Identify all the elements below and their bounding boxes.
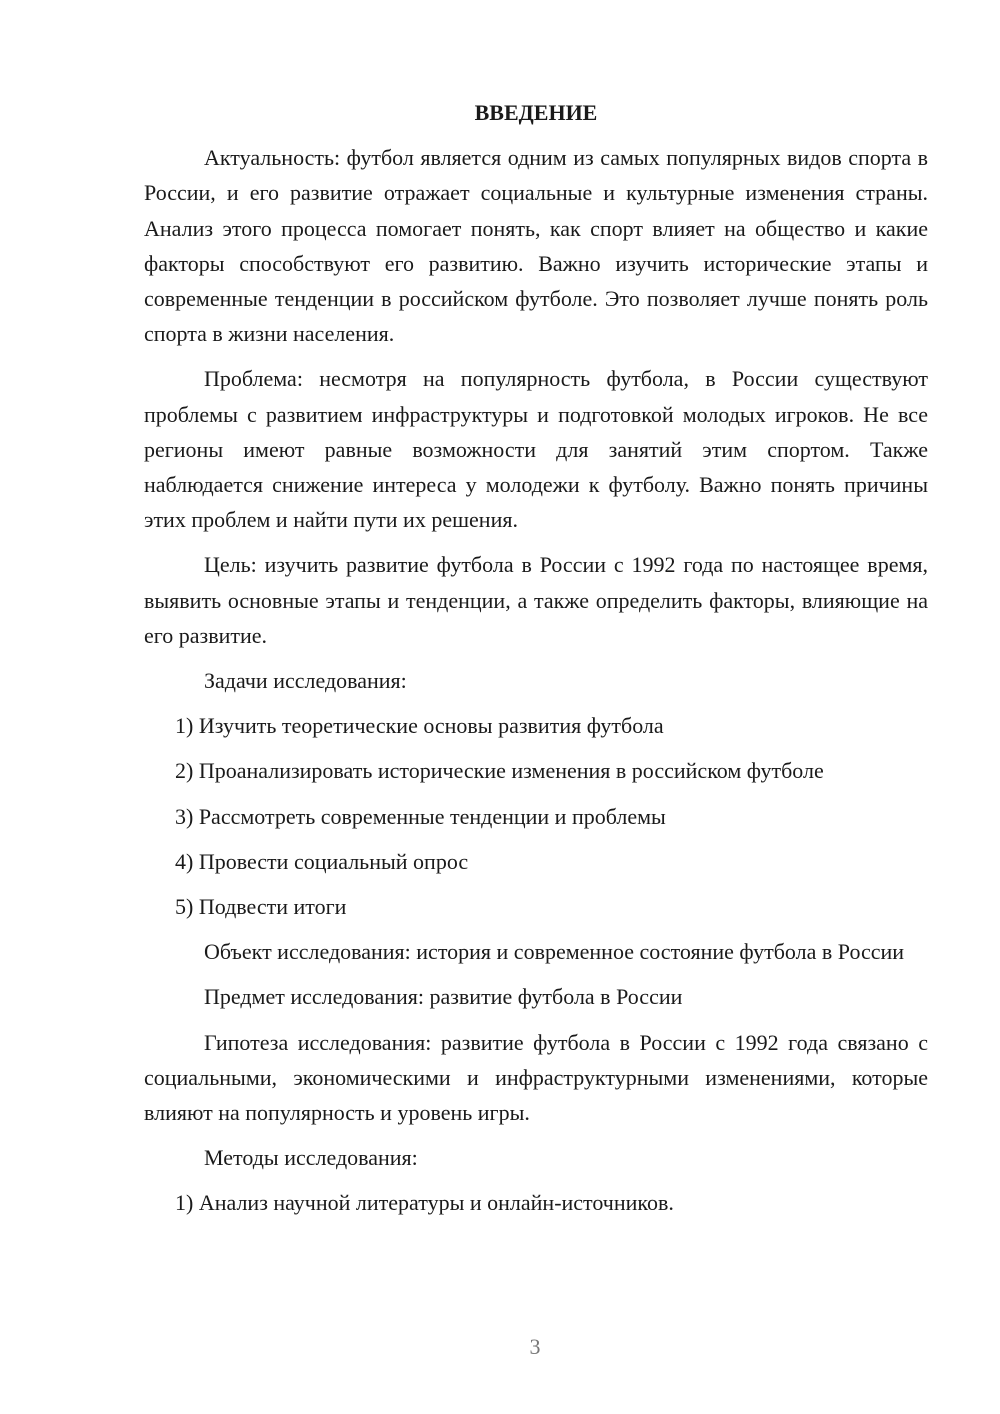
list-item: 1) Изучить теоретические основы развития футбола — [175, 713, 664, 739]
page-number: 3 — [529, 1334, 541, 1359]
goal-paragraph: Цель: изучить развитие футбола в России с 1992 года по настоящее время, выявить основные этапы и тенденции, а также определить факторы, влияющие на его развитие. — [144, 552, 928, 648]
hypothesis-paragraph: Гипотеза исследования: развитие футбола в России с 1992 года связано с социальными, экономическими и инфраструктурными изменениями, которые влияют на популярность и уровень игры. — [144, 1029, 928, 1126]
subject-paragraph: Предмет исследования: развитие футбола в России — [204, 984, 683, 1010]
list-item: 4) Провести социальный опрос — [175, 848, 469, 874]
section-heading: ВВЕДЕНИЕ — [474, 100, 598, 125]
list-item: 3) Рассмотреть современные тенденции и проблемы — [175, 803, 666, 829]
relevance-paragraph: Актуальность: футбол является одним из самых популярных видов спорта в России, и его развитие отражает социальные и культурные изменения страны. Анализ этого процесса помогает понять, как спорт влияет на общество и какие факторы способствуют его развитию. Важно изучить исторические этапы и современные тенденции в российском футболе. Это позволяет лучше понять роль спорта в жизни населения. — [144, 145, 928, 347]
document-body — [144, 95, 928, 1231]
tasks-list — [144, 708, 928, 924]
problem-paragraph: Проблема: несмотря на популярность футбола, в России существуют проблемы с развитием инфраструктуры и подготовкой молодых игроков. Не все регионы имеют равные возможности для занятий этим спортом. Также наблюдается снижение интереса у молодежи к футболу. Важно понять причины этих проблем и найти пути их решения. — [144, 366, 928, 533]
list-item: 1) Анализ научной литературы и онлайн-источников. — [175, 1190, 674, 1216]
list-item: 2) Проанализировать исторические изменения в российском футболе — [175, 758, 824, 784]
object-paragraph: Объект исследования: история и современное состояние футбола в России — [204, 939, 905, 965]
tasks-title: Задачи исследования: — [204, 668, 407, 694]
methods-title: Методы исследования: — [204, 1145, 418, 1171]
list-item: 5) Подвести итоги — [175, 894, 347, 920]
methods-list — [144, 1185, 928, 1220]
